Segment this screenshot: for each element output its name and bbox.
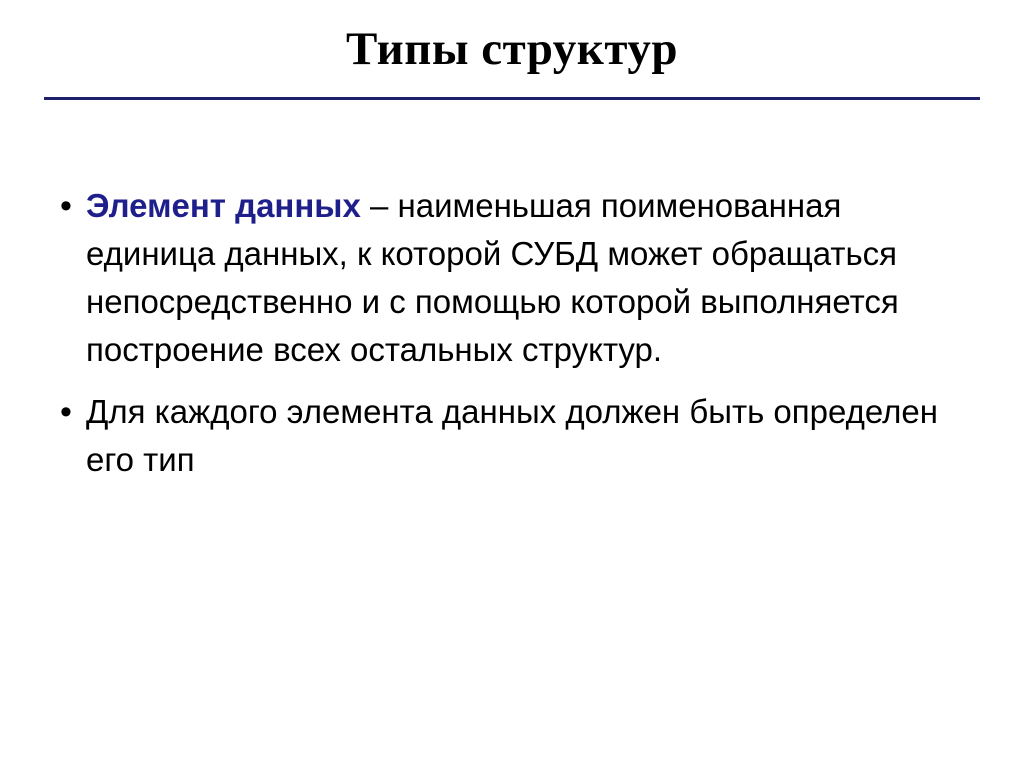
page-title: Типы структур	[345, 23, 678, 75]
bullet-marker-icon: •	[60, 393, 72, 431]
list-item-rest: – наименьшая поименованная единица данных, к которой СУБД может обращаться непосредственно и с помощью которой выполняется построение всех остальных структур.	[86, 187, 899, 368]
bullet-marker-icon: •	[60, 187, 72, 225]
list-item-lead: Элемент данных	[86, 187, 361, 224]
list-item-text	[86, 388, 962, 484]
list-item	[52, 388, 962, 484]
list-item	[52, 182, 962, 374]
slide-body	[52, 182, 962, 490]
list-item-rest: Для каждого элемента данных должен быть определен его тип	[86, 393, 938, 478]
title-divider	[44, 97, 980, 100]
list-item-text	[86, 182, 948, 374]
